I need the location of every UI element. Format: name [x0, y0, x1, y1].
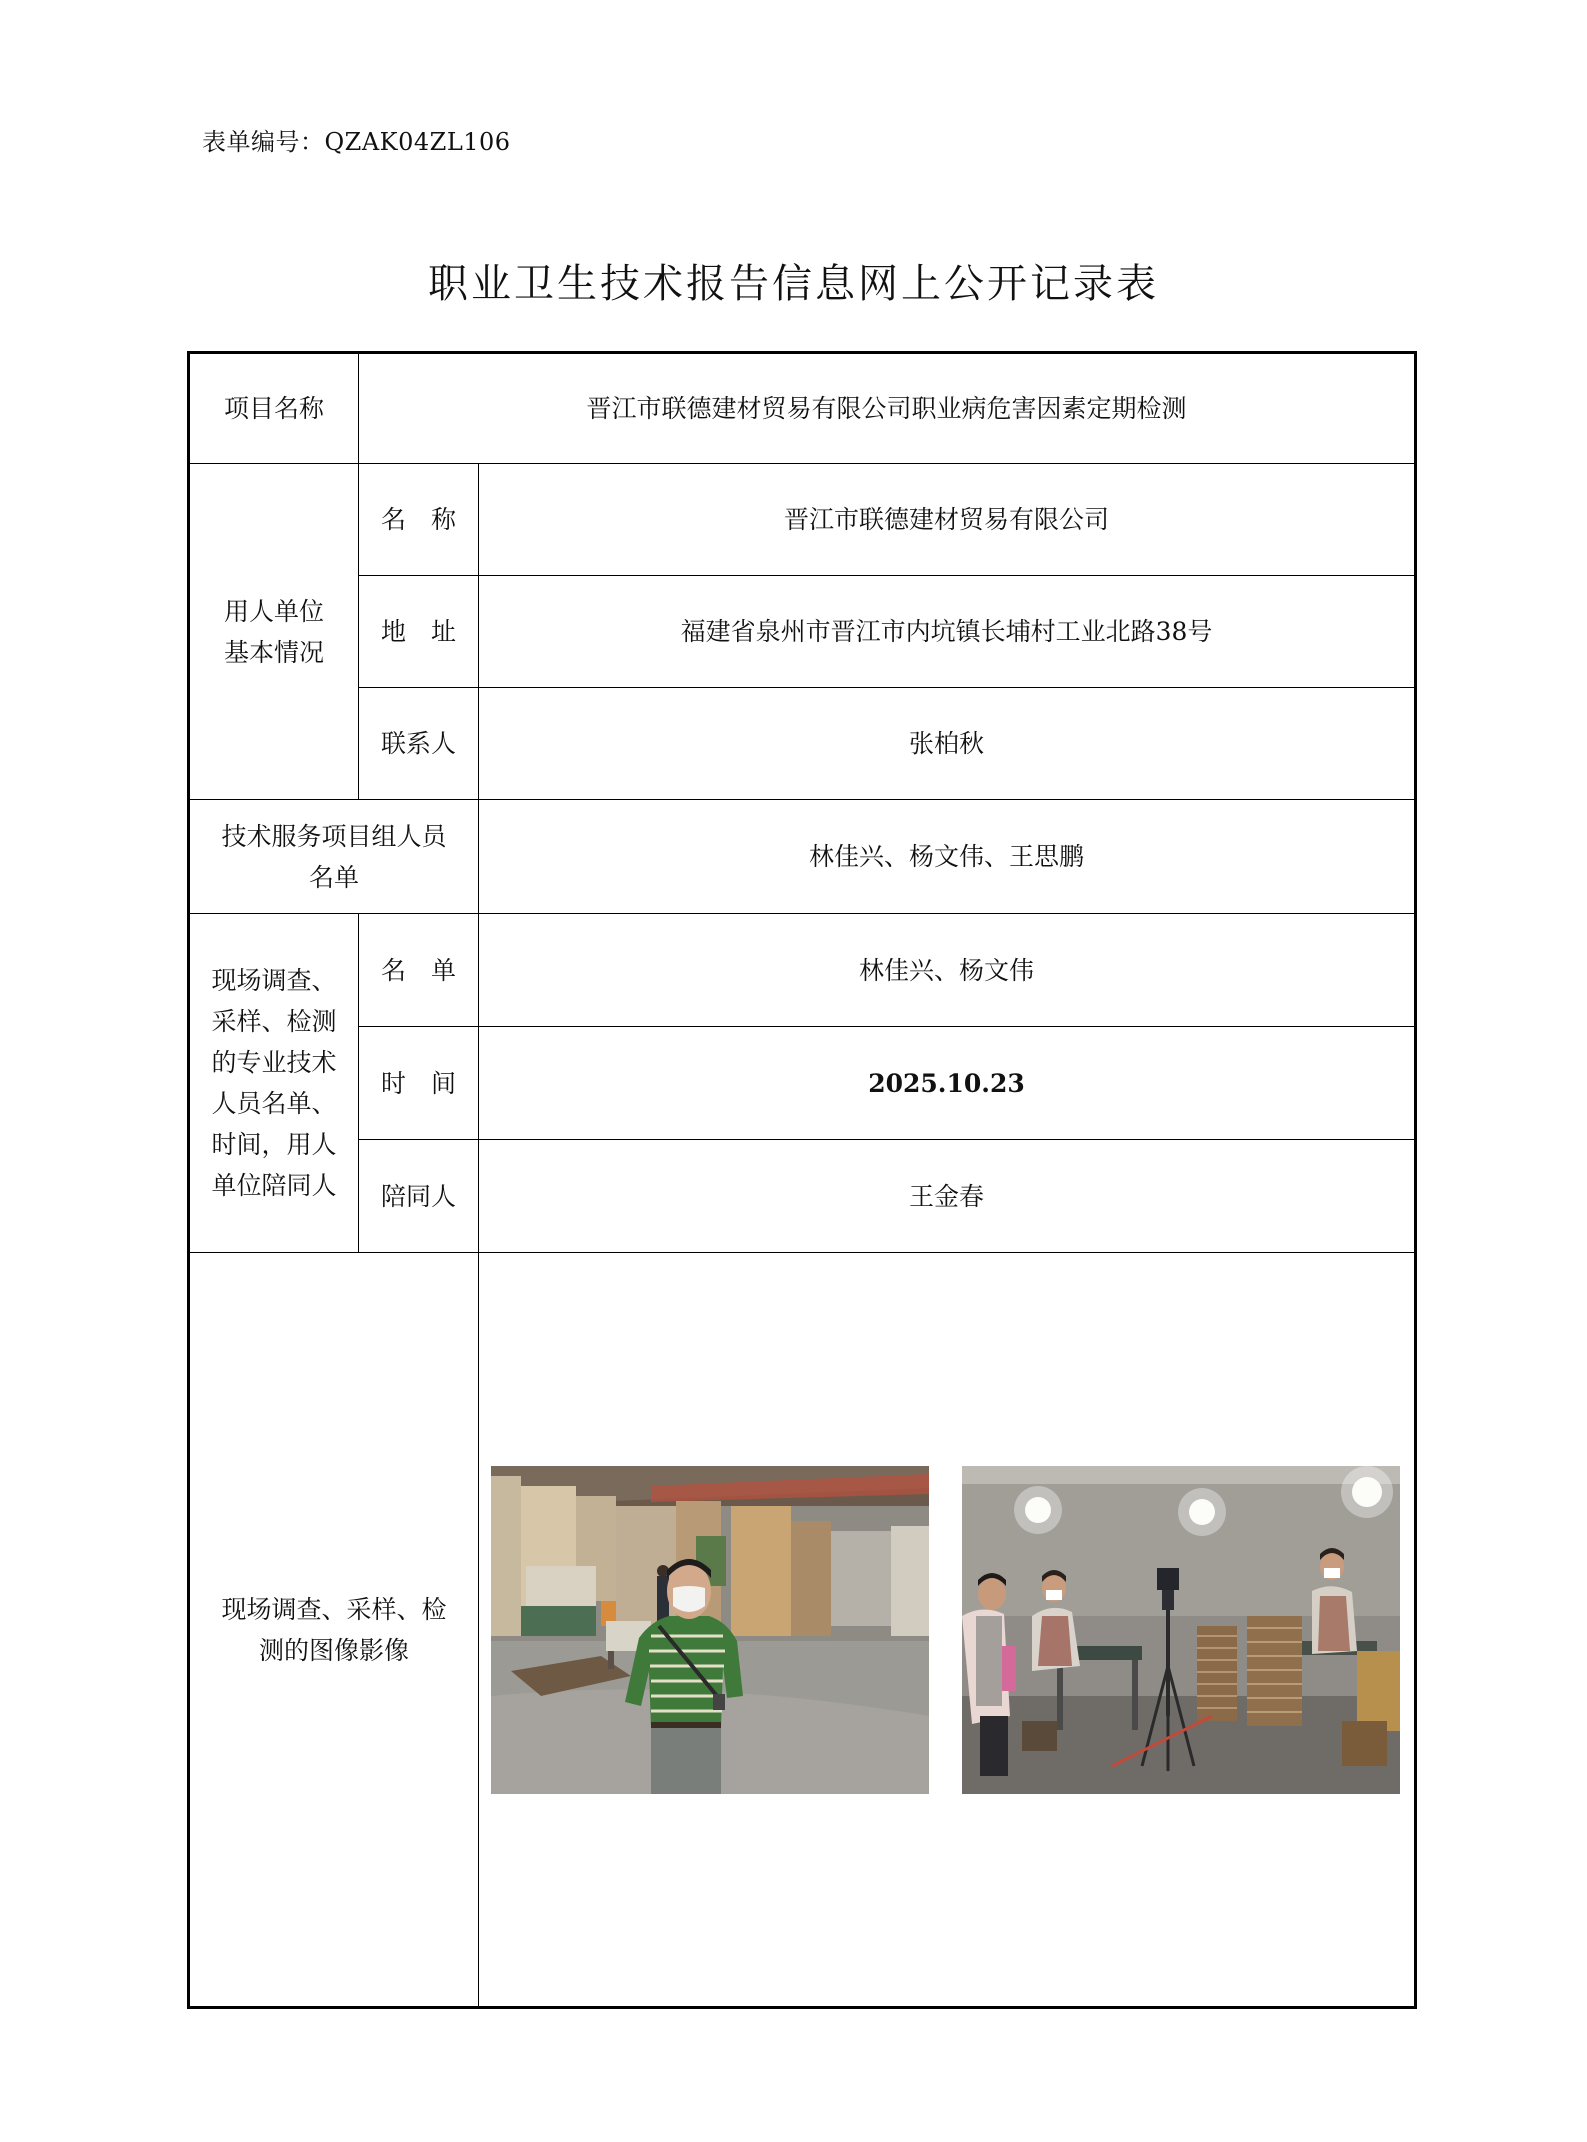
warehouse-photo — [491, 1466, 929, 1794]
project-row — [189, 353, 1416, 464]
workshop-photo — [962, 1466, 1400, 1794]
employer-address-label: 地 址 — [359, 576, 479, 688]
onsite-list-value: 林佳兴、杨文伟 — [479, 914, 1416, 1027]
onsite-escort-value: 王金春 — [479, 1140, 1416, 1253]
employer-contact-value: 张柏秋 — [479, 688, 1416, 800]
employer-contact-row — [189, 688, 1416, 800]
images-cell — [479, 1253, 1416, 2008]
photo-strip — [479, 1466, 1414, 1794]
project-value: 晋江市联德建材贸易有限公司职业病危害因素定期检测 — [359, 353, 1416, 464]
document-title: 职业卫生技术报告信息网上公开记录表 — [428, 261, 1159, 307]
employer-label-line1: 用人单位 — [223, 596, 324, 626]
images-label-line1: 现场调查、采样、检 — [221, 1594, 447, 1624]
onsite-escort-row — [189, 1140, 1416, 1253]
employer-name-row — [189, 464, 1416, 576]
team-label — [189, 800, 479, 914]
onsite-label-line: 采样、检测 — [211, 1007, 337, 1036]
employer-address-row — [189, 576, 1416, 688]
record-table — [187, 351, 1417, 2009]
images-label — [189, 1253, 479, 2008]
onsite-label-line: 现场调查、 — [211, 966, 337, 995]
team-value: 林佳兴、杨文伟、王思鹏 — [479, 800, 1416, 914]
onsite-list-label: 名 单 — [359, 914, 479, 1027]
images-label-line2: 测的图像影像 — [258, 1635, 409, 1665]
employer-contact-label: 联系人 — [359, 688, 479, 800]
onsite-label-line: 的专业技术 — [211, 1048, 337, 1077]
onsite-escort-label: 陪同人 — [359, 1140, 479, 1253]
form-number: 表单编号：QZAK04ZL106 — [202, 128, 511, 156]
onsite-time-row — [189, 1027, 1416, 1140]
employer-label-line2: 基本情况 — [223, 637, 324, 667]
onsite-list-row — [189, 914, 1416, 1027]
team-label-line2: 名单 — [308, 862, 359, 892]
employer-label — [189, 464, 359, 800]
employer-address-value: 福建省泉州市晋江市内坑镇长埔村工业北路38号 — [479, 576, 1416, 688]
onsite-label-line: 时间，用人 — [211, 1130, 337, 1159]
onsite-label — [189, 914, 359, 1253]
onsite-time-value: 2025.10.23 — [479, 1027, 1416, 1140]
onsite-label-line: 单位陪同人 — [211, 1171, 337, 1200]
team-label-line1: 技术服务项目组人员 — [221, 821, 447, 851]
project-label: 项目名称 — [189, 353, 359, 464]
team-row — [189, 800, 1416, 914]
images-row — [189, 1253, 1416, 2008]
onsite-label-line: 人员名单、 — [211, 1089, 337, 1118]
employer-name-label: 名 称 — [359, 464, 479, 576]
employer-name-value: 晋江市联德建材贸易有限公司 — [479, 464, 1416, 576]
onsite-time-label: 时 间 — [359, 1027, 479, 1140]
